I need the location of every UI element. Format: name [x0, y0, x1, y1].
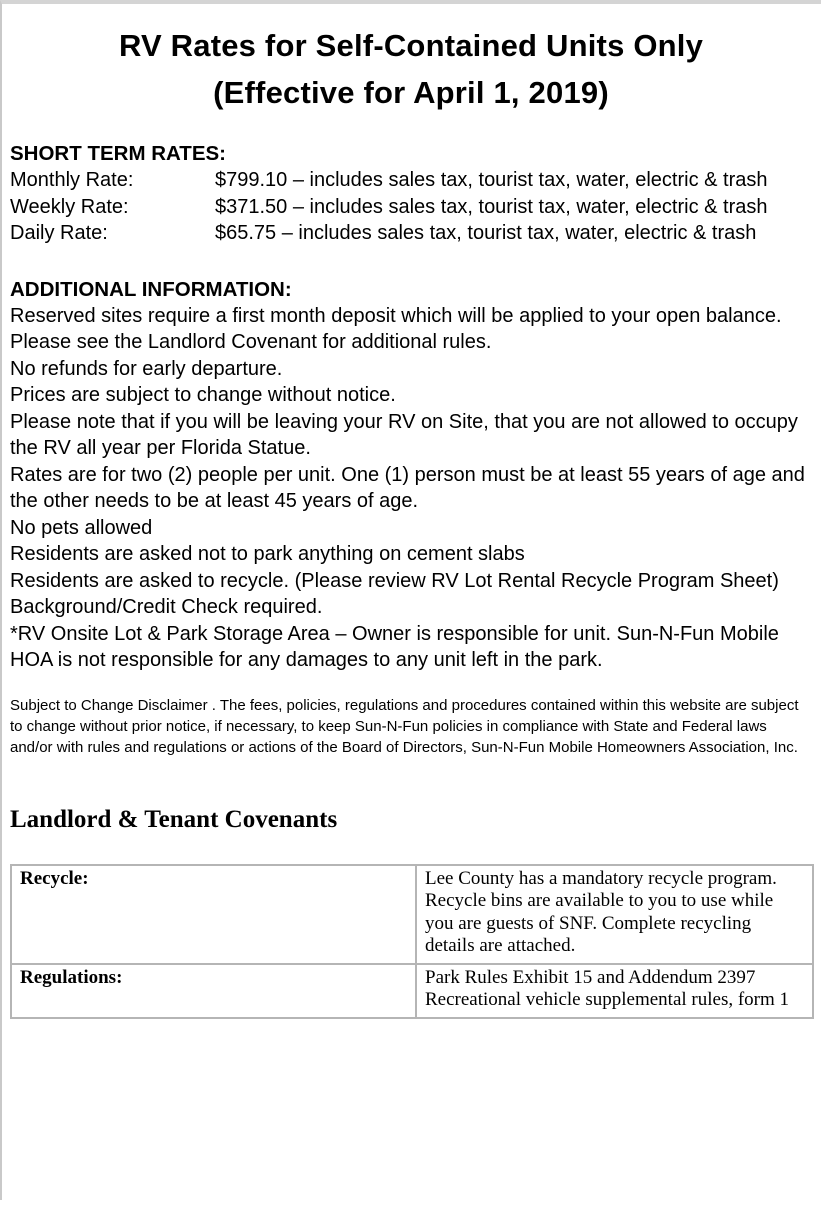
table-row-recycle — [11, 865, 813, 964]
additional-information-heading: ADDITIONAL INFORMATION: — [10, 277, 292, 301]
info-line: No pets allowed — [10, 516, 153, 539]
covenant-label: Regulations: — [11, 964, 416, 1018]
table-row-regulations — [11, 964, 813, 1018]
info-line: Rates are for two (2) people per unit. One (1) person must be at least 55 years of age and the other needs to be at least 45 years of age. — [10, 463, 805, 512]
info-line: Please note that if you will be leaving your RV on Site, that you are not allowed to occupy the RV all year per Florida Statue. — [10, 410, 798, 459]
info-line: Prices are subject to change without notice. — [10, 384, 396, 406]
rate-row-weekly — [10, 194, 790, 221]
page — [2, 22, 821, 1218]
covenant-value: Park Rules Exhibit 15 and Addendum 2397 Recreational vehicle supplemental rules, form 1 — [416, 964, 813, 1018]
covenant-value: Lee County has a mandatory recycle program. Recycle bins are available to you to use while you are guests of SNF. Complete recycling details are attached. — [416, 865, 813, 964]
short-term-rates-heading: SHORT TERM RATES: — [10, 142, 227, 165]
document-title-line1: RV Rates for Self-Contained Units Only — [118, 28, 704, 63]
info-line: Residents are asked not to park anything on cement slabs — [10, 543, 525, 565]
info-line: *RV Onsite Lot & Park Storage Area – Owner is responsible for unit. Sun-N-Fun Mobile HOA is not responsible for any damages to any unit left in the park. — [10, 622, 779, 671]
covenants-heading: Landlord & Tenant Covenants — [10, 805, 338, 833]
rate-row-monthly — [10, 167, 790, 194]
document-title — [10, 22, 812, 116]
info-line: Please see the Landlord Covenant for additional rules. — [10, 331, 492, 353]
covenants-table — [10, 864, 814, 1019]
rate-description: $799.10 – includes sales tax, tourist tax, water, electric & trash — [215, 169, 768, 191]
document-title-line2: (Effective for April 1, 2019) — [213, 75, 609, 110]
rate-row-daily — [10, 220, 790, 247]
subject-to-change-disclaimer: Subject to Change Disclaimer . The fees, policies, regulations and procedures contained within this website are subject to change without prior notice, if necessary, to keep Sun-N-Fun policies in compliance with State and Federal laws and/or with rules and regulations or actions of the Board of Directors, Sun-N-Fun Mobile Homeowners Association, Inc. — [10, 696, 799, 756]
covenant-label: Recycle: — [11, 865, 416, 964]
info-line: Reserved sites require a first month deposit which will be applied to your open balance. — [10, 304, 782, 327]
short-term-rates-list — [10, 167, 790, 247]
rate-description: $65.75 – includes sales tax, tourist tax, water, electric & trash — [215, 222, 757, 244]
rate-label: Monthly Rate: — [10, 169, 134, 191]
info-line: Residents are asked to recycle. (Please review RV Lot Rental Recycle Program Sheet) — [10, 569, 779, 592]
rate-description: $371.50 – includes sales tax, tourist tax, water, electric & trash — [215, 195, 768, 218]
rate-label: Daily Rate: — [10, 222, 108, 244]
info-line: No refunds for early departure. — [10, 357, 283, 380]
additional-information-list — [10, 303, 812, 674]
info-line: Background/Credit Check required. — [10, 596, 323, 618]
rate-label: Weekly Rate: — [10, 195, 129, 218]
